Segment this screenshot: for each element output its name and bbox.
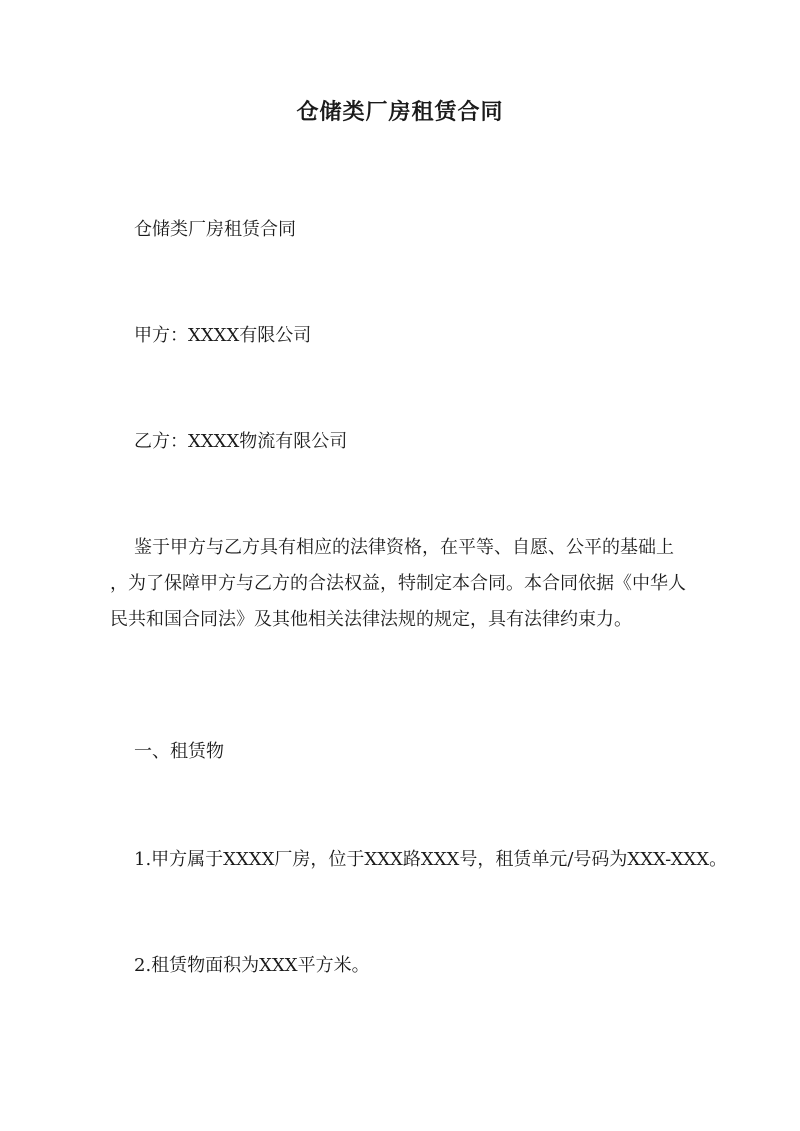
preamble-line: 鉴于甲方与乙方具有相应的法律资格，在平等、自愿、公平的基础上 bbox=[134, 537, 674, 558]
clause-2-area: 2.租赁物面积为XXX平方米。 bbox=[134, 955, 370, 976]
document-title: 仓储类厂房租赁合同 bbox=[296, 99, 504, 125]
party-a-line: 甲方：XXXX有限公司 bbox=[134, 325, 312, 346]
contract-subtitle: 仓储类厂房租赁合同 bbox=[134, 219, 296, 240]
party-b-line: 乙方：XXXX物流有限公司 bbox=[134, 431, 348, 452]
preamble-line: ，为了保障甲方与乙方的合法权益，特制定本合同。本合同依据《中华人 bbox=[110, 573, 686, 594]
section-heading-lease-object: 一、租赁物 bbox=[134, 741, 224, 762]
preamble-paragraph bbox=[110, 530, 694, 638]
clause-1-location: 1.甲方属于XXXX厂房，位于XXX路XXX号，租赁单元/号码为XXX-XXX。 bbox=[134, 849, 728, 870]
preamble-line: 民共和国合同法》及其他相关法律法规的规定，具有法律约束力。 bbox=[110, 609, 632, 630]
